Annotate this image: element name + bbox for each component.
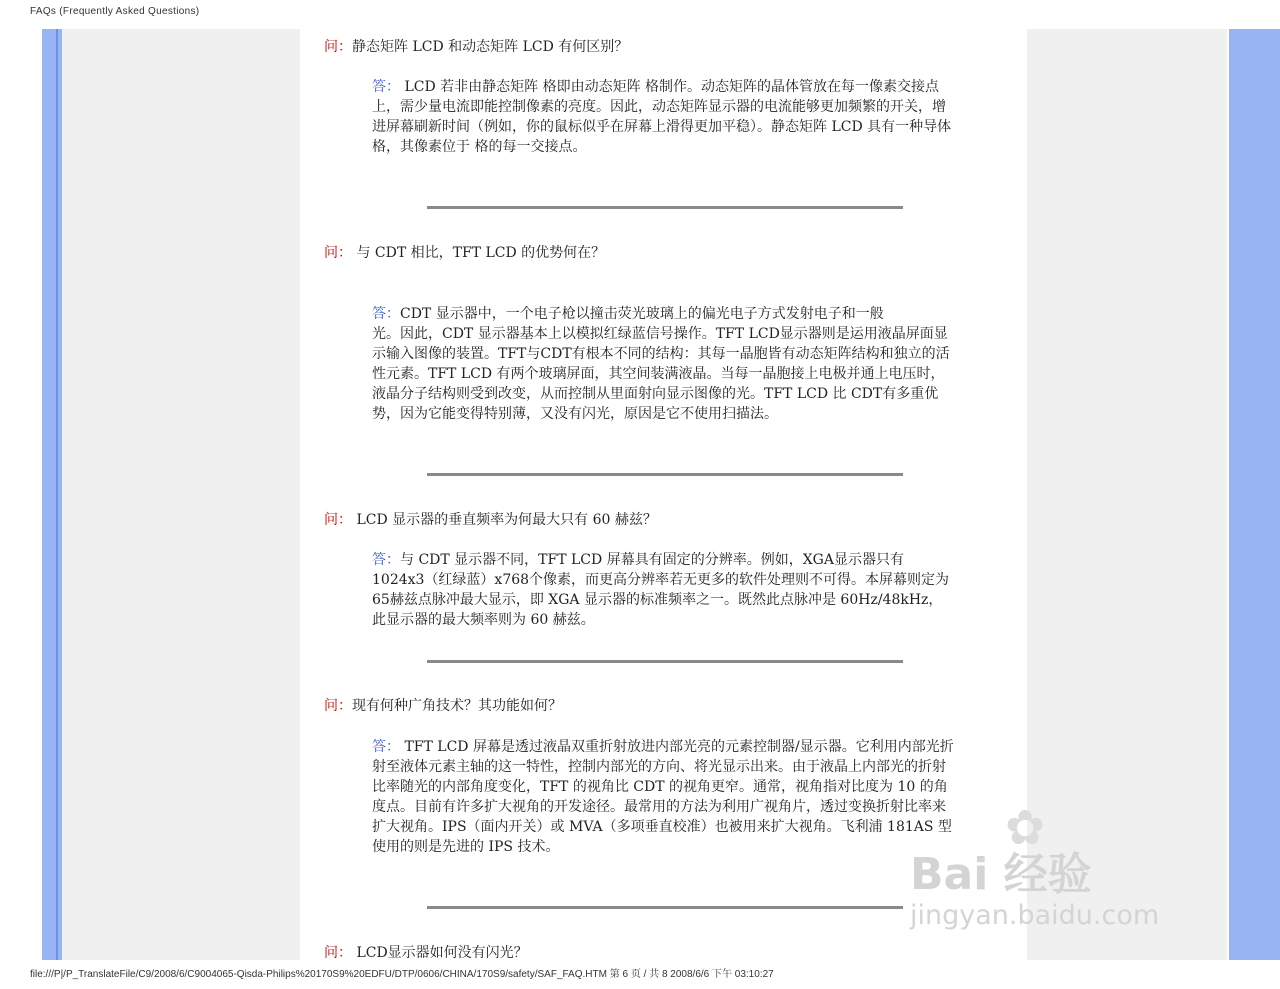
watermark-brand: Bai 经验 bbox=[910, 849, 1092, 900]
left-blue-line bbox=[56, 29, 58, 960]
faq-question bbox=[324, 242, 605, 262]
watermark-url: jingyan.baidu.com bbox=[910, 900, 1160, 931]
answer-text: TFT LCD 屏幕是透过液晶双重折射放进内部光亮的元素控制器/显示器。它利用内部光折射至液体元素主轴的这一特性，控制内部光的方向、将光显示出来。由于液晶上内部光的折射比率随光的内部角度变化，TFT 的视角比 CDT 的视角更窄。通常，视角指对比度为 10 的角度点。目前有许多扩大视角的开发途径。最常用的方法为利用广视角片，透过变换折射比率来扩大视角。IPS（面内开关）或 MVA（多项垂直校准）也被用来扩大视角。飞利浦 181AS 型使用的则是先进的 IPS 技术。 bbox=[372, 739, 954, 855]
question-text: 与 CDT 相比，TFT LCD 的优势何在？ bbox=[352, 245, 606, 261]
right-blue-stripe bbox=[1229, 29, 1280, 960]
faq-question bbox=[324, 509, 657, 529]
paw-icon: ✿ bbox=[1005, 800, 1046, 856]
answer-marker: 答： bbox=[372, 739, 400, 755]
answer-text: LCD 若非由静态矩阵 格即由动态矩阵 格制作。动态矩阵的晶体管放在每一像素交接点上，需少量电流即能控制像素的亮度。因此，动态矩阵显示器的电流能够更加频繁的开关，增进屏幕刷新时间（例如，你的鼠标似乎在屏幕上滑得更加平稳）。静态矩阵 LCD 具有一种导体 格，其像素位于 格的每一交接点。 bbox=[372, 79, 952, 155]
faq-question bbox=[324, 36, 628, 56]
question-text: 现有何种广角技术？其功能如何？ bbox=[352, 698, 562, 714]
question-marker: 问： bbox=[324, 698, 352, 714]
question-marker: 问： bbox=[324, 245, 352, 261]
left-gray-panel bbox=[62, 29, 300, 960]
page-header: FAQs (Frequently Asked Questions) bbox=[30, 6, 200, 17]
faq-answer bbox=[372, 77, 956, 157]
question-marker: 问： bbox=[324, 512, 352, 528]
divider bbox=[427, 473, 903, 476]
answer-marker: 答： bbox=[372, 306, 400, 322]
question-text: LCD显示器如何没有闪光？ bbox=[352, 945, 528, 961]
answer-marker: 答： bbox=[372, 79, 400, 95]
right-gray-panel bbox=[1027, 29, 1227, 960]
answer-text: CDT 显示器中，一个电子枪以撞击荧光玻璃上的偏光电子方式发射电子和一般 光。因此，CDT 显示器基本上以模拟红绿蓝信号操作。TFT LCD显示器则是运用液晶屏面显示输入图像的装置。TFT与CDT有根本不同的结构：其每一晶胞皆有动态矩阵结构和独立的活性元素。TFT LCD 有两个玻璃屏面，其空间装满液晶。当每一晶胞接上电极并通上电压时，液晶分子结构则受到改变，从而控制从里面射向显示图像的光。TFT LCD 比 CDT有多重优势，因为它能变得特别薄，又没有闪光，原因是它不使用扫描法。 bbox=[372, 306, 950, 422]
divider bbox=[427, 660, 903, 663]
question-marker: 问： bbox=[324, 945, 352, 961]
faq-content bbox=[300, 29, 1027, 960]
faq-question bbox=[324, 695, 562, 715]
divider bbox=[427, 906, 903, 909]
answer-text: 与 CDT 显示器不同，TFT LCD 屏幕具有固定的分辨率。例如，XGA显示器只有1024x3（红绿蓝）x768个像素，而更高分辨率若无更多的软件处理则不可得。本屏幕则定为 65赫兹点脉冲最大显示，即 XGA 显示器的标准频率之一。既然此点脉冲是 60Hz/48kHz，此显示器的最大频率则为 60 赫兹。 bbox=[372, 552, 950, 628]
faq-answer bbox=[372, 284, 956, 424]
faq-answer bbox=[372, 550, 956, 630]
question-text: LCD 显示器的垂直频率为何最大只有 60 赫兹？ bbox=[352, 512, 657, 528]
faq-answer bbox=[372, 737, 956, 857]
page-footer: file:///P|/P_TranslateFile/C9/2008/6/C9004065-Qisda-Philips%20170S9%20EDFU/DTP/0606/CHINA/170S9/safety/SAF_FAQ.HTM 第 6 页 / 共 8 2008/6/6 下午 03:10:27 bbox=[30, 969, 774, 980]
left-blue-stripe bbox=[42, 29, 62, 960]
answer-marker: 答： bbox=[372, 552, 400, 568]
question-text: 静态矩阵 LCD 和动态矩阵 LCD 有何区别？ bbox=[352, 39, 629, 55]
divider bbox=[427, 206, 903, 209]
faq-question bbox=[324, 942, 528, 962]
question-marker: 问： bbox=[324, 39, 352, 55]
